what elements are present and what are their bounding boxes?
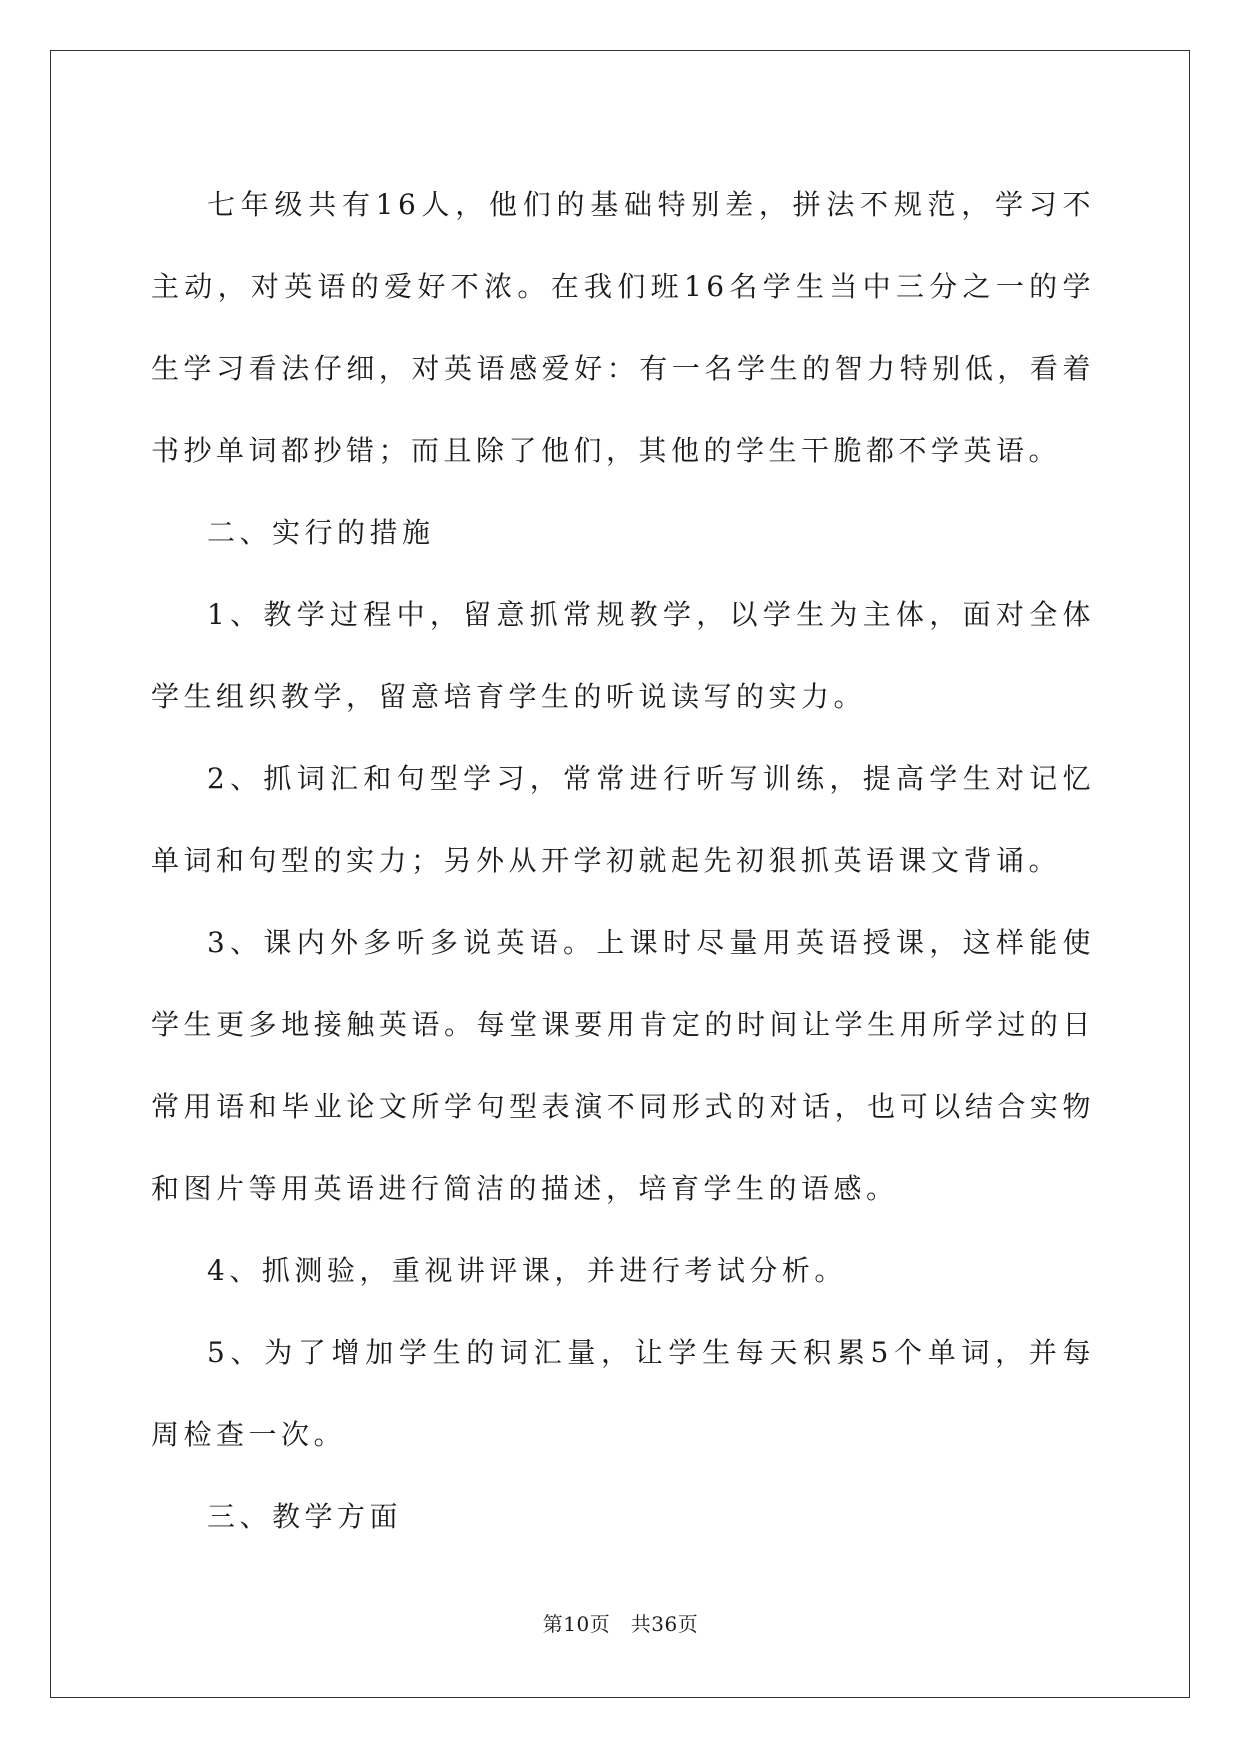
paragraph-measure-2: 2、抓词汇和句型学习，常常进行听写训练，提高学生对记忆单词和句型的实力；另外从开学初就起先初狠抓英语课文背诵。 bbox=[151, 762, 1095, 877]
page-footer bbox=[0, 1612, 1241, 1636]
document-body bbox=[151, 164, 1095, 1558]
page-total: 共36页 bbox=[630, 1612, 699, 1636]
paragraph-measure-5: 5、为了增加学生的词汇量，让学生每天积累5个单词，并每周检查一次。 bbox=[151, 1336, 1095, 1451]
section-heading-measures: 二、实行的措施 bbox=[207, 516, 435, 549]
section-heading-teaching: 三、教学方面 bbox=[207, 1500, 403, 1533]
paragraph-measure-4: 4、抓测验，重视讲评课，并进行考试分析。 bbox=[207, 1254, 847, 1287]
paragraph-measure-1: 1、教学过程中，留意抓常规教学，以学生为主体，面对全体学生组织教学，留意培育学生的听说读写的实力。 bbox=[151, 598, 1095, 713]
paragraph-class-situation: 七年级共有16人，他们的基础特别差，拼法不规范，学习不主动，对英语的爱好不浓。在我们班16名学生当中三分之一的学生学习看法仔细，对英语感爱好：有一名学生的智力特别低，看着书抄单词都抄错；而且除了他们，其他的学生干脆都不学英语。 bbox=[151, 188, 1095, 467]
paragraph-measure-3: 3、课内外多听多说英语。上课时尽量用英语授课，这样能使学生更多地接触英语。每堂课要用肯定的时间让学生用所学过的日常用语和毕业论文所学句型表演不同形式的对话，也可以结合实物和图片等用英语进行简洁的描述，培育学生的语感。 bbox=[151, 926, 1095, 1205]
page-number: 第10页 bbox=[542, 1612, 611, 1636]
